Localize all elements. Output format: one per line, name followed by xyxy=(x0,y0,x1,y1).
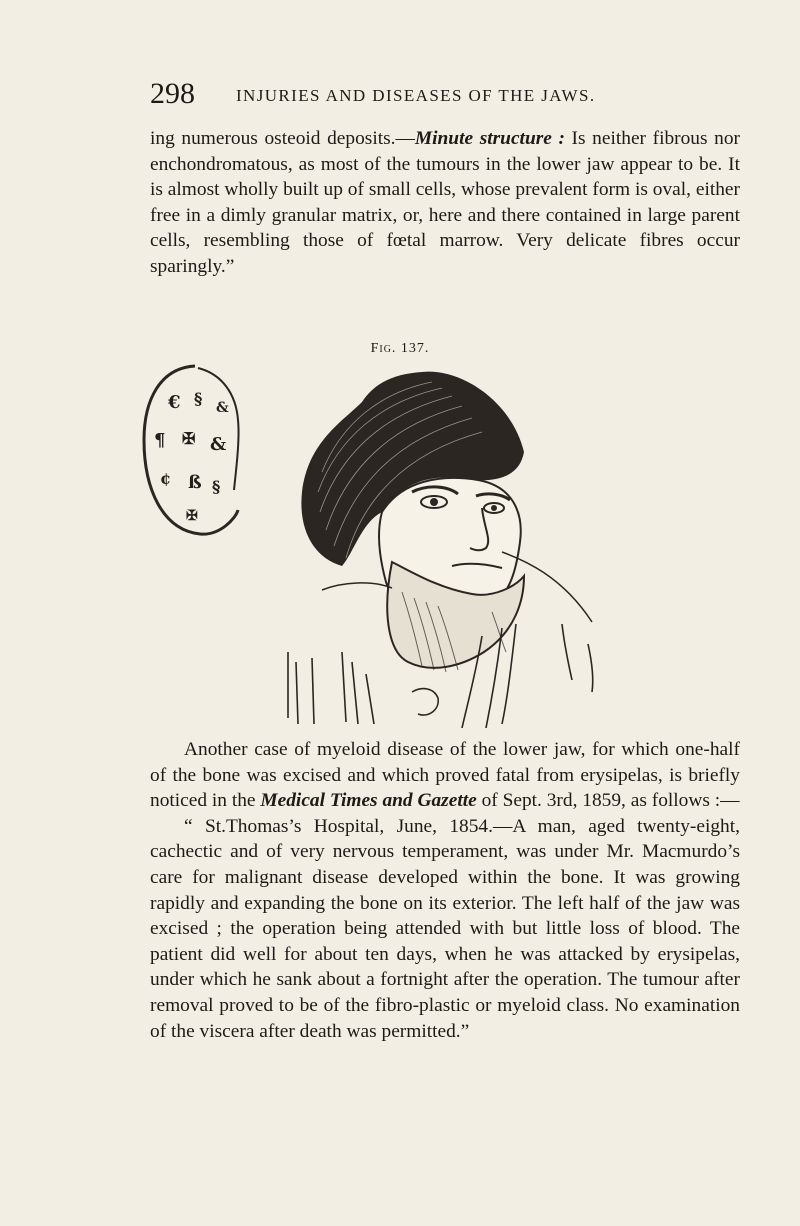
journal-title-italic: Medical Times and Gazette xyxy=(260,790,477,812)
quoted-case-report: “ St.Thomas’s Hospital, June, 1854.—A man, aged twenty-eight, cachectic and of very nervous temperament, was under Mr. Macmurdo’s care for malignant disease developed within the bone. It was growing rapidly and expanding the bone on its exterior. The left half of the jaw was excised ; the operation being attended with but little loss of blood. The patient did well for about ten days, when he was attacked by erysipelas, under which he sank about a fortnight after the operation. The tumour after removal proved to be of the fibro-plastic or myeloid class. No examination of the viscera after death was permitted.” xyxy=(150,815,740,1042)
figure-caption xyxy=(0,341,800,357)
svg-text:✠: ✠ xyxy=(186,508,198,524)
library-stamp-seal xyxy=(140,360,240,540)
svg-text:ß: ß xyxy=(188,472,202,493)
page-number: 298 xyxy=(150,77,195,110)
running-title: INJURIES AND DISEASES OF THE JAWS. xyxy=(236,86,596,105)
figure-label: Fig. xyxy=(370,341,397,356)
paragraph-text: ing numerous osteoid deposits.— xyxy=(150,128,415,149)
section-heading-italic: Minute structure : xyxy=(414,128,565,149)
page-header xyxy=(150,76,670,112)
svg-text:§: § xyxy=(212,477,221,496)
paragraph-text: of Sept. 3rd, 1859, as follows :— xyxy=(476,790,740,812)
svg-text:€: € xyxy=(168,392,181,413)
svg-text:¶: ¶ xyxy=(154,430,166,451)
svg-text:✠: ✠ xyxy=(182,429,196,448)
figure-number: 137. xyxy=(400,341,430,356)
paragraph-main xyxy=(150,737,740,1044)
svg-text:&: & xyxy=(210,434,227,455)
figure-illustration xyxy=(262,362,622,730)
paragraph-continued xyxy=(150,126,740,280)
paragraph-text: Is neither fibrous nor enchondromatous, as most of the tumours in the lower jaw appear to be. It is almost wholly built up of small cells, whose prevalent form is oval, either free in a dimly granular matrix, or, here and there contained in large parent cells, resembling those of fœtal marrow. Very delicate fibres occur sparingly.” xyxy=(150,128,740,277)
svg-text:&: & xyxy=(216,400,229,416)
svg-text:§: § xyxy=(194,389,203,408)
svg-text:¢: ¢ xyxy=(160,469,172,488)
paragraph-text: Another case of myeloid disease of the lower jaw, for which one-half of the bone was excised and which proved fatal from erysipelas, is briefly noticed in the xyxy=(150,739,740,812)
